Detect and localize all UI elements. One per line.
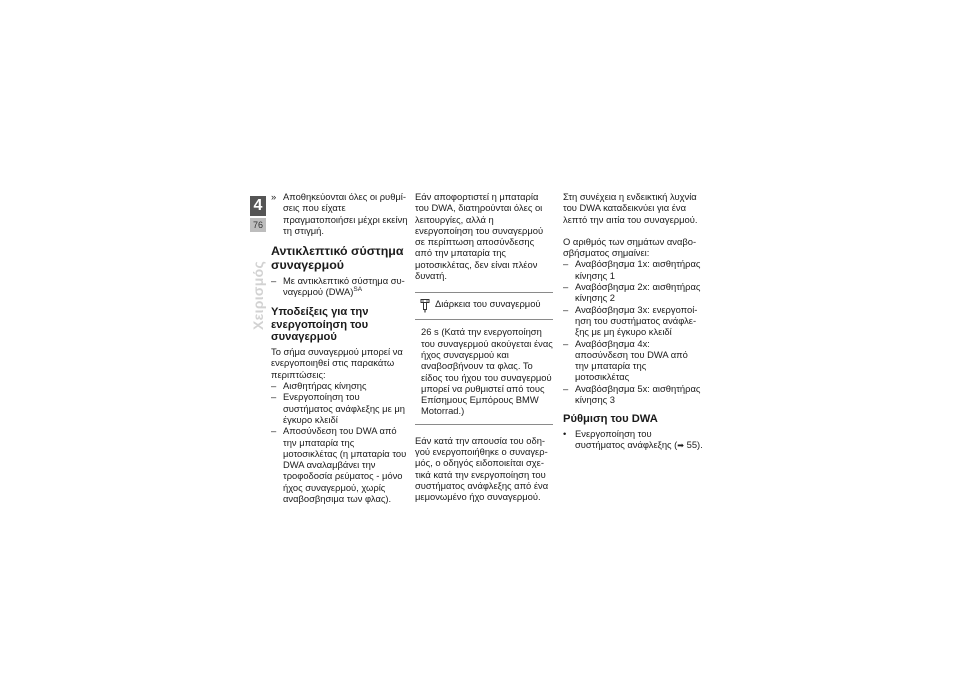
setting-step-text: Ενεργοποίηση του συστήματος ανάφλεξης ( (575, 428, 678, 451)
signal-text: Αναβόσβησμα 4x: αποσύνδεση του DWA από την μπαταρία της μοτοσικλέτας (575, 337, 688, 383)
dash-marker: – (563, 258, 569, 270)
battery-discharge-text: Εάν αποφορτιστεί η μπαταρία του DWA, διατηρούνται όλες οι λειτουργίες, αλλά η ενεργοποίηση του συναγερμού σε περίπτωση αποσύνδεσης από την μπαταρία της μοτοσικλέτας, δεν είναι πλέον δυνατή. (415, 191, 544, 282)
trigger-text: Αισθητήρας κίνησης (283, 380, 367, 392)
dash-marker: – (563, 303, 569, 315)
intro-text: Αποθηκεύονται όλες οι ρυθμίσεις που είχατε πραγματοποιήσει μέχρι εκείνη τη στιγμή. (283, 191, 408, 236)
heading-alarm-indications: Υποδείξεις για την ενεργοποίηση του συναγερμού (271, 305, 369, 344)
chapter-side-label: Χειρισμός (250, 260, 266, 330)
trigger-item (271, 380, 409, 391)
signal-item (563, 258, 703, 281)
signal-item (563, 383, 703, 406)
flash-count-text: Ο αριθμός των σημάτων αναβοσβήσματος σημαίνει: (563, 235, 697, 259)
signal-text: Αναβόσβησμα 1x: αισθητήρας κίνησης 1 (575, 258, 701, 281)
page-reference-number: 55). (684, 439, 703, 451)
dash-marker: – (563, 382, 569, 394)
absence-alarm-text: Εάν κατά την απουσία του οδηγού ενεργοποιήθηκε ο συναγερμός, ο οδηγός ειδοποιείται σχετικά κατά την ενεργοποίηση του συστήματος ανάφλεξης από ένα μεμονωμένο ήχο συναγερμού. (415, 434, 549, 503)
column-1 (271, 191, 409, 504)
dash-marker: – (271, 275, 277, 287)
indications-text: Το σήμα συναγερμού μπορεί να ενεργοποιηθεί στις παρακάτω περιπτώσεις: (271, 346, 403, 380)
page-number: 76 (250, 218, 266, 232)
signal-text: Αναβόσβησμα 2x: αισθητήρας κίνησης 2 (575, 281, 701, 304)
signal-item (563, 304, 703, 338)
trigger-text: Αποσύνδεση του DWA από την μπαταρία της μοτοσικλέτας (η μπαταρία του DWA αναλαμβάνει την τροφοδοσία ρεύματος - μόνο ήχος συναγερμού, χωρίς αναβοσβησιμα των φλας). (283, 425, 407, 505)
heading-dwa-setting: Ρύθμιση του DWA (563, 413, 658, 426)
chapter-number-tab: 4 (250, 196, 266, 216)
signal-text: Αναβόσβησμα 3x: ενεργοποίηση του συστήματος ανάφλεξης με μη έγκυρο κλειδί (575, 303, 698, 338)
alarm-equipment-text: Με αντικλεπτικό σύστημα συναγερμού (DWA) (283, 275, 405, 298)
note-body: 26 s (Κατά την ενεργοποίηση του συναγερμού ακούγεται ένας ήχος συναγερμού και αναβοσβήνουν τα φλας. Το είδος του ήχου του συναγερμού μπορεί να ρυθμιστεί από τους Επίσημους Εμπόρους BMW Motorrad.) (421, 326, 553, 417)
indicator-lamp-text: Στη συνέχεια η ενδεικτική λυχνία του DWA καταδεικνύει για ένα λεπτό την αιτία του συναγερμού. (563, 191, 698, 225)
signal-item (563, 338, 703, 383)
signal-item (563, 281, 703, 304)
arrow-marker: » (271, 191, 277, 202)
bullet-marker: • (563, 428, 567, 440)
dash-marker: – (563, 281, 569, 293)
page-reference-arrow-icon[interactable]: ➡ (677, 441, 684, 451)
trigger-text: Ενεργοποίηση του συστήματος ανάφλεξης με μη έγκυρο κλειδί (283, 391, 405, 425)
trigger-item (271, 391, 409, 425)
column-2 (415, 191, 553, 503)
note-header (415, 293, 553, 320)
dash-marker: – (563, 337, 569, 349)
trigger-item (271, 425, 409, 504)
column-3 (563, 191, 703, 452)
sa-superscript: SA (353, 286, 363, 294)
signal-text: Αναβόσβησμα 5x: αισθητήρας κίνησης 3 (575, 382, 701, 406)
setting-step-item (563, 428, 703, 452)
alarm-duration-note (415, 292, 553, 424)
dash-marker: – (271, 380, 277, 392)
wrench-icon (415, 298, 435, 313)
intro-continuation (271, 191, 409, 236)
alarm-equipment-item (271, 275, 409, 298)
dash-marker: – (271, 425, 277, 437)
note-title: Διάρκεια του συναγερμού (435, 298, 541, 310)
dash-marker: – (271, 391, 277, 403)
heading-alarm-system: Αντικλεπτικό σύστημα συναγερμού (271, 244, 404, 272)
